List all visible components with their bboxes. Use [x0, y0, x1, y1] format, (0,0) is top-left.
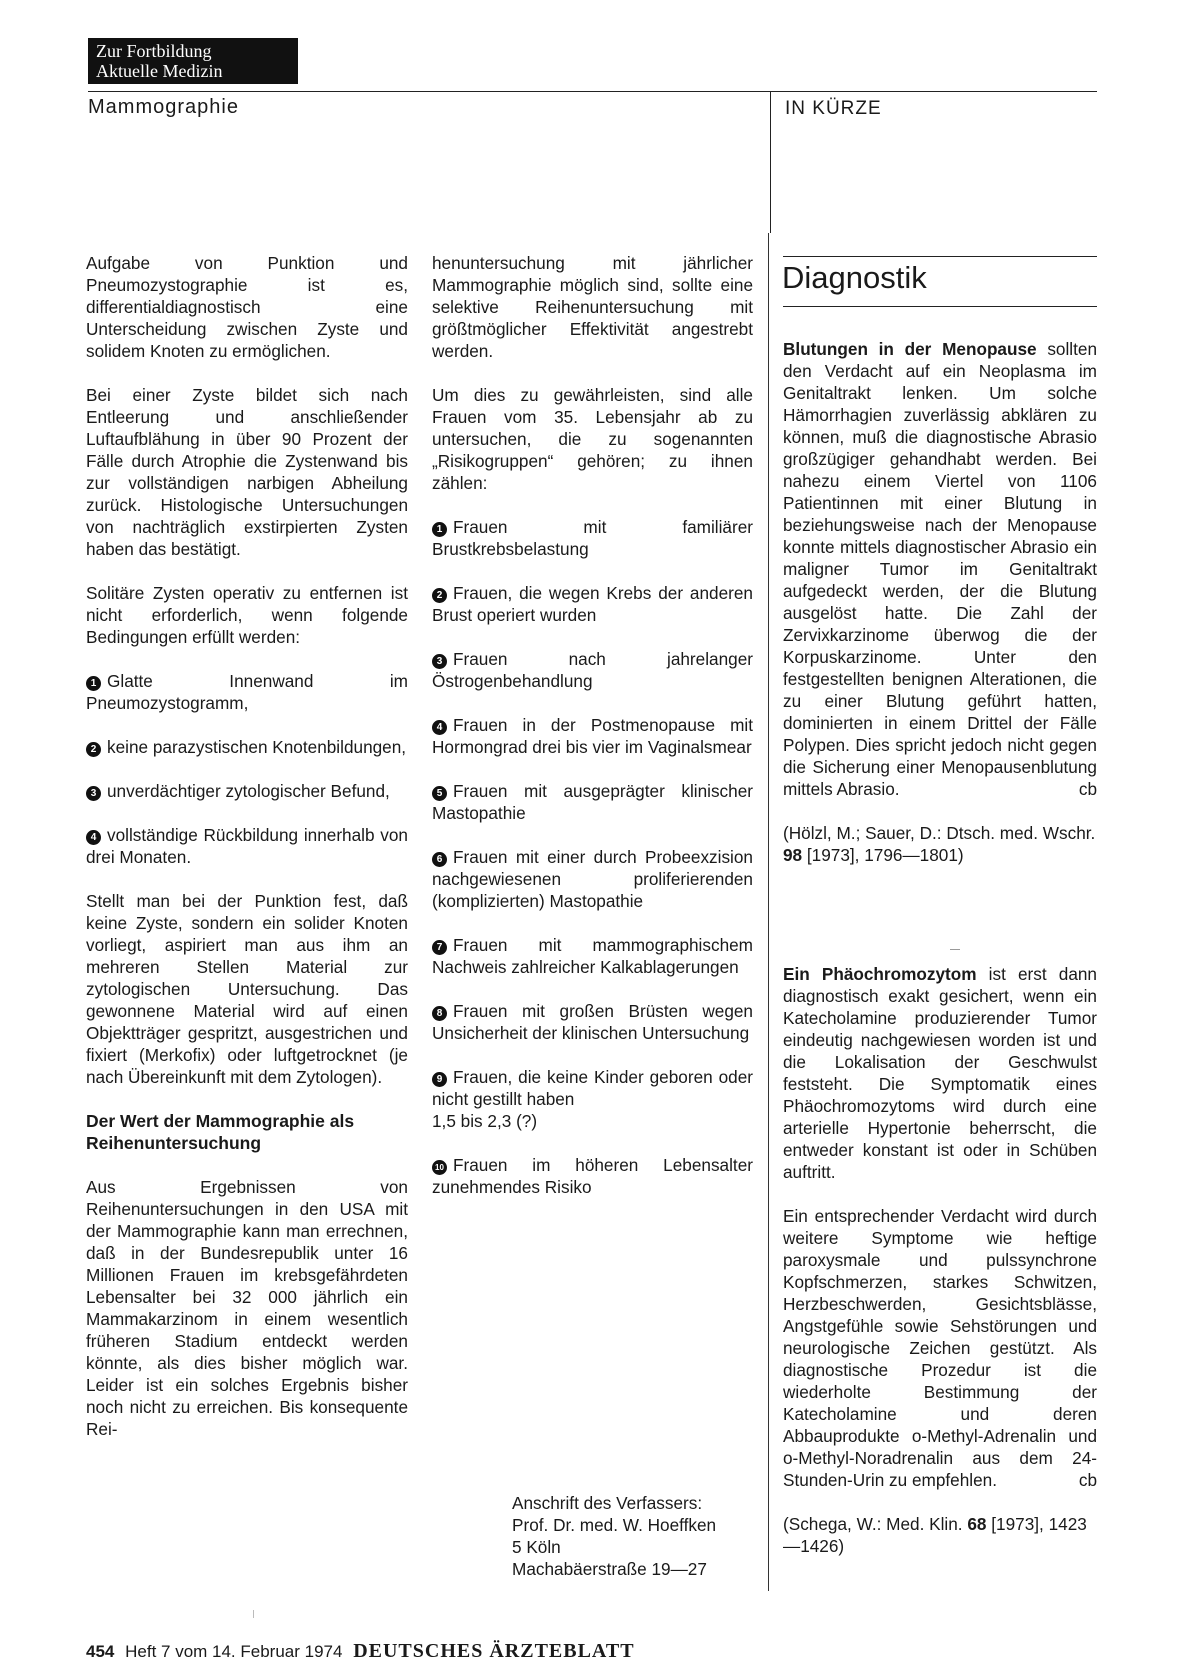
paragraph: Aus Ergebnissen von Reihenuntersuchungen in den USA mit der Mammographie kann man errechnen, daß in der Bundesrepublik unter 16 Millionen Frauen im krebsgefährdeten Lebensalter bei 32 000 jährlich ein Mammakarzinom in einem wesentlich früheren Stadium entdeckt werden könnte, als dies bisher möglich war. Leider ist ein solches Ergebnis bisher noch nicht zu erreichen. Bis konsequente Rei- [86, 1177, 408, 1439]
series-label [88, 38, 298, 84]
address-line: Machabäerstraße 19—27 [512, 1559, 707, 1579]
series-label-line1: Zur Fortbildung [96, 41, 212, 61]
number-badge: 1 [86, 676, 101, 691]
citation [783, 1513, 1097, 1557]
risk-group-text: Frauen in der Postmenopause mit Hormongrad drei bis vier im Vaginalsmear [432, 715, 753, 757]
risk-group-item [432, 780, 753, 824]
citation-text: (Hölzl, M.; Sauer, D.: Dtsch. med. Wschr. [783, 823, 1096, 843]
risk-group-text: Frauen, die keine Kinder geboren oder nicht gestillt haben [432, 1067, 753, 1109]
brief-article-1 [783, 338, 1097, 888]
risk-group-text: Frauen mit einer durch Probeexzision nachgewiesenen proliferierenden (komplizierten) Mastopathie [432, 847, 753, 911]
risk-ratio: 1,5 bis 2,3 (?) [432, 1111, 538, 1131]
author-initials: cb [1078, 1470, 1097, 1490]
citation-volume: 68 [967, 1514, 987, 1534]
risk-group-item [432, 1000, 753, 1044]
paragraph: Aufgabe von Punktion und Pneumozystographie ist es, differentialdiagnostisch eine Unterscheidung zwischen Zyste und solidem Knoten zu ermöglichen. [86, 253, 408, 361]
risk-group-item [432, 1154, 753, 1198]
number-badge: 9 [432, 1072, 447, 1087]
sidebar-heading: Diagnostik [782, 260, 927, 295]
issue-info: Heft 7 vom 14. Februar 1974 [125, 1642, 343, 1661]
article-lead: Ein Phäochromozytom [783, 964, 977, 984]
column-divider [768, 233, 769, 1591]
paragraph [783, 963, 1097, 1183]
risk-group-item [432, 648, 753, 692]
number-badge: 2 [432, 588, 447, 603]
risk-group-text: Frauen, die wegen Krebs der anderen Brust operiert wurden [432, 583, 753, 625]
paragraph [783, 1205, 1097, 1491]
article-text: Ein entsprechender Verdacht wird durch weitere Symptome wie heftige paroxysmale und pulssynchrone Kopfschmerzen, starkes Schwitzen, Herzbeschwerden, Gesichtsblässe, Angstgefühle sowie Sehstörungen und neurologische Zeichen gestützt. Als diagnostische Prozedur ist die wiederholte Bestimmung der Katecholamine und deren Abbauprodukte o-Methyl-Adrenalin und o-Methyl-Noradrenalin aus dem 24-Stunden-Urin zu empfehlen. [783, 1206, 1097, 1490]
risk-group-text: Frauen im höheren Lebensalter zunehmendes Risiko [432, 1155, 753, 1197]
condition-item [86, 780, 408, 802]
address-line: 5 Köln [512, 1537, 561, 1557]
margin-mark [253, 1610, 254, 1618]
number-badge: 3 [86, 786, 101, 801]
risk-group-text: Frauen mit ausgeprägter klinischer Mastopathie [432, 781, 753, 823]
brief-article-2 [783, 963, 1097, 1579]
citation [783, 822, 1097, 866]
paragraph: Solitäre Zysten operativ zu entfernen ist nicht erforderlich, wenn folgende Bedingungen erfüllt werden: [86, 583, 408, 647]
number-badge: 3 [432, 654, 447, 669]
risk-group-text: Frauen mit mammographischem Nachweis zahlreicher Kalkablagerungen [432, 935, 753, 977]
paragraph: Bei einer Zyste bildet sich nach Entleerung und anschließender Luftaufblähung in über 90 Prozent der Fälle durch Atrophie die Zystenwand bis zur vollständigen narbigen Abheilung zurück. Histologische Untersuchungen von nachträglich exstirpierten Zysten haben das bestätigt. [86, 385, 408, 559]
article-column-1 [86, 252, 408, 1462]
article-lead: Blutungen in der Menopause [783, 339, 1037, 359]
risk-group-item [432, 934, 753, 978]
risk-group-item [432, 714, 753, 758]
address-line: Anschrift des Verfassers: [512, 1493, 703, 1513]
sidebar-rule [783, 256, 1097, 257]
author-initials: cb [1078, 779, 1097, 799]
paragraph [783, 338, 1097, 800]
risk-group-item [432, 516, 753, 560]
series-label-line2: Aktuelle Medizin [96, 61, 223, 81]
paragraph: henuntersuchung mit jährlicher Mammographie möglich sind, sollte eine selektive Reihenuntersuchung mit größtmöglicher Effektivität angestrebt werden. [432, 253, 753, 361]
journal-name: DEUTSCHES ÄRZTEBLATT [353, 1640, 635, 1662]
paragraph: Stellt man bei der Punktion fest, daß keine Zyste, sondern ein solider Knoten vorliegt, aspiriert man aus ihm an mehreren Stellen Material zur zytologischen Untersuchung. Das gewonnene Material wird auf einen Objektträger gespritzt, ausgestrichen und fixiert (Merkofix) oder luftgetrocknet (je nach Übereinkunft mit dem Zytologen). [86, 891, 408, 1087]
sidebar-section-title: IN KÜRZE [785, 98, 882, 119]
condition-item [86, 736, 408, 758]
paragraph: Um dies zu gewährleisten, sind alle Frauen vom 35. Lebensjahr ab zu untersuchen, die zu sogenannten „Risikogruppen“ gehören; zu ihnen zählen: [432, 385, 753, 493]
subheading: Der Wert der Mammographie als Reihenuntersuchung [86, 1111, 355, 1153]
risk-group-text: Frauen nach jahrelanger Östrogenbehandlung [432, 649, 753, 691]
number-badge: 6 [432, 852, 447, 867]
separator [950, 949, 960, 950]
condition-text: unverdächtiger zytologischer Befund, [107, 781, 390, 801]
number-badge: 4 [86, 830, 101, 845]
condition-text: vollständige Rückbildung innerhalb von drei Monaten. [86, 825, 408, 867]
risk-group-item [432, 846, 753, 912]
column-divider-top [770, 91, 771, 233]
condition-item [86, 670, 408, 714]
risk-group-item [432, 1066, 753, 1110]
condition-item [86, 824, 408, 868]
number-badge: 8 [432, 1006, 447, 1021]
article-text: ist erst dann diagnostisch exakt gesichert, wenn ein Katecholamine produzierender Tumor eindeutig nachgewiesen worden ist und die Lokalisation der Geschwulst feststeht. Die Symptomatik eines Phäochromozytoms wird durch eine arterielle Hypertonie beherrscht, die entweder konstant ist oder in Schüben auftritt. [783, 964, 1097, 1182]
address-line: Prof. Dr. med. W. Hoeffken [512, 1515, 717, 1535]
page-number: 454 [86, 1642, 115, 1661]
author-address [512, 1492, 716, 1580]
risk-group-text: Frauen mit familiärer Brustkrebsbelastung [432, 517, 753, 559]
citation-text: [1973], 1423—1426) [783, 1514, 1087, 1556]
citation-text: (Schega, W.: Med. Klin. [783, 1514, 968, 1534]
risk-group-item [432, 582, 753, 626]
number-badge: 10 [432, 1160, 447, 1175]
citation-text: [1973], 1796—1801) [802, 845, 964, 865]
condition-text: Glatte Innenwand im Pneumozystogramm, [86, 671, 408, 713]
citation-volume: 98 [783, 845, 803, 865]
number-badge: 7 [432, 940, 447, 955]
number-badge: 2 [86, 742, 101, 757]
page-footer [86, 1640, 635, 1663]
number-badge: 5 [432, 786, 447, 801]
sidebar-rule [783, 306, 1097, 307]
condition-text: keine parazystischen Knotenbildungen, [107, 737, 407, 757]
section-title: Mammographie [88, 96, 239, 118]
number-badge: 1 [432, 522, 447, 537]
header-rule [88, 91, 1097, 92]
number-badge: 4 [432, 720, 447, 735]
article-text: sollten den Verdacht auf ein Neoplasma im Genitaltrakt lenken. Um solche Hämorrhagien zuverlässig abklären zu können, muß die diagnostische Abrasio großzügiger gehandhabt werden. Bei nahezu einem Viertel von 1106 Patientinnen mit einer Blutung in beziehungsweise nach der Menopause konnte mittels diagnostischer Abrasio ein maligner Tumor im Genitaltrakt aufgedeckt werden, der die Blutung ausgelöst hatte. Die Zahl der Zervixkarzinome überwog die der Korpuskarzinome. Unter den festgestellten benignen Alterationen, die zu einer Blutung geführt hatten, dominierten in einem Drittel der Fälle Polypen. Dies spricht jedoch nicht gegen die Sicherung einer Menopausenblutung mittels Abrasio. [783, 339, 1098, 799]
article-column-2 [432, 252, 753, 1220]
risk-group-text: Frauen mit großen Brüsten wegen Unsicherheit der klinischen Untersuchung [432, 1001, 753, 1043]
